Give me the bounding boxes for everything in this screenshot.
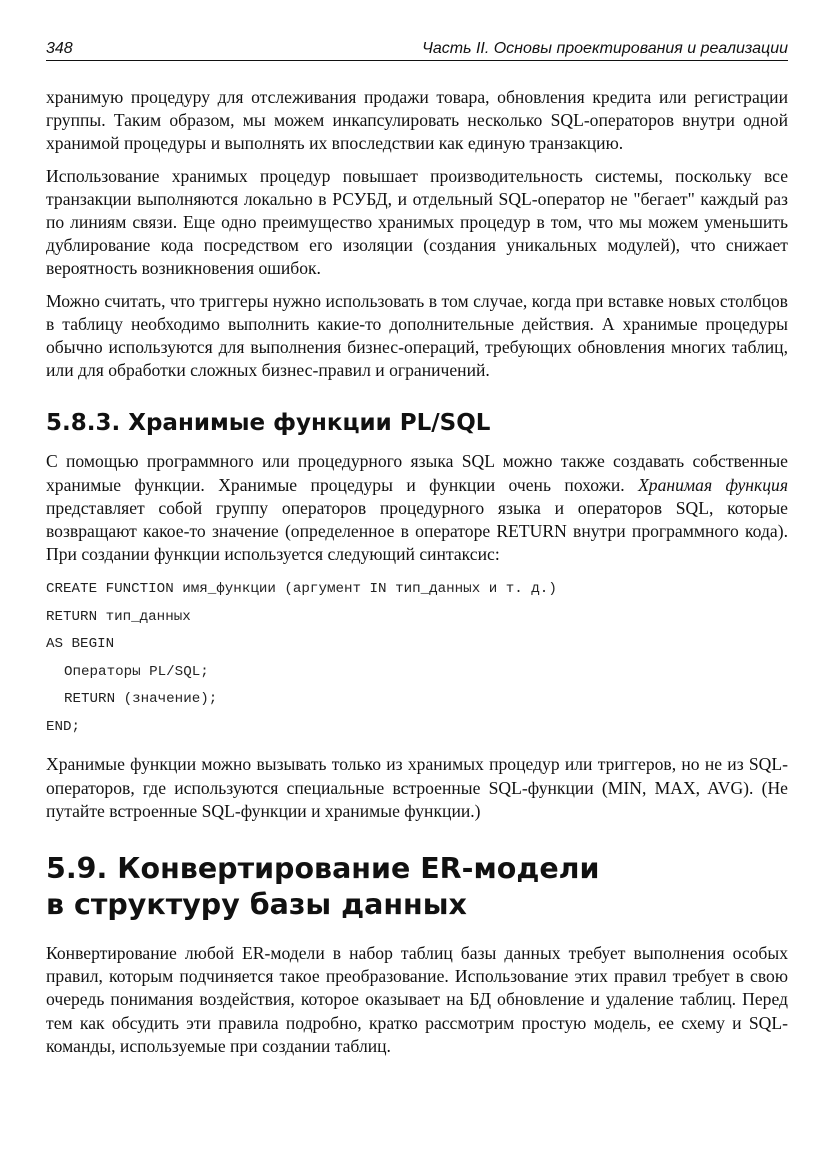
code-line: Операторы PL/SQL; bbox=[64, 663, 209, 680]
page-body bbox=[46, 86, 788, 1067]
section-heading-59 bbox=[46, 851, 788, 923]
code-line: END; bbox=[46, 718, 81, 735]
text-run: представляет собой группу операторов процедурного языка и операторов SQL, которые возвращают какое-то значение (определенное в операторе RETURN внутри программного кода). При создании функции используется следующий синтаксис: bbox=[46, 497, 788, 565]
page-header bbox=[46, 38, 788, 61]
subsection-heading-583: 5.8.3. Хранимые функции PL/SQL bbox=[46, 410, 491, 437]
running-title: Часть II. Основы проектирования и реализации bbox=[422, 40, 788, 57]
code-line: AS BEGIN bbox=[46, 636, 115, 653]
code-line: CREATE FUNCTION имя_функции (аргумент IN тип_данных и т. д.) bbox=[46, 581, 557, 598]
section-heading-line-1: 5.9. Конвертирование ER-модели bbox=[46, 852, 600, 886]
paragraph-stored-procedure-usage: хранимую процедуру для отслеживания продажи товара, обновления кредита или регистрации группы. Таким образом, мы можем инкапсулировать несколько SQL-операторов внутри одной хранимой процедуры и выполнять их впоследствии как единую транзакцию. bbox=[46, 87, 788, 154]
code-line: RETURN тип_данных bbox=[46, 608, 191, 625]
paragraph-er-conversion: Конвертирование любой ER-модели в набор таблиц базы данных требует выполнения особых правил, которым подчиняется такое преобразование. Использование этих правил требует в свою очередь понимания воздействия, которое оказывает на БД обновление и удаление таблиц. Перед тем как обсудить эти правила подробно, кратко рассмотрим простую модель, ее схему и SQL-команды, используемые при создании таблиц. bbox=[46, 943, 788, 1056]
page-number: 348 bbox=[46, 40, 73, 57]
paragraph-stored-functions bbox=[46, 450, 788, 566]
term-stored-function: Хранимая функция bbox=[638, 474, 788, 495]
text-run: С помощью программного или процедурного языка SQL можно также создавать собственные хранимые функции. Хранимые процедуры и функции очень похожи. bbox=[46, 451, 788, 495]
paragraph-triggers-vs-procedures: Можно считать, что триггеры нужно использовать в том случае, когда при вставке новых столбцов в таблицу необходимо выполнить какие-то дополнительные действия. А хранимые процедуры обычно используются для выполнения бизнес-операций, требующих обновления многих таблиц, или для обработки сложных бизнес-правил и ограничений. bbox=[46, 290, 788, 381]
code-line: RETURN (значение); bbox=[64, 691, 218, 708]
paragraph-function-calls: Хранимые функции можно вызывать только из хранимых процедур или триггеров, но не из SQL-операторов, где используются специальные встроенные SQL-функции (MIN, MAX, AVG). (Не путайте встроенные SQL-функции и хранимые функции.) bbox=[46, 754, 788, 821]
code-block bbox=[46, 576, 788, 741]
paragraph-performance: Использование хранимых процедур повышает производительность системы, поскольку все транзакции выполняются локально в РСУБД, и отдельный SQL-оператор не "бегает" каждый раз по линиям связи. Еще одно преимущество хранимых процедур в том, что мы можем уменьшить дублирование кода посредством его изоляции (создания уникальных модулей), что снижает вероятность возникновения ошибок. bbox=[46, 165, 788, 279]
section-heading-line-2: в структуру базы данных bbox=[46, 888, 467, 922]
